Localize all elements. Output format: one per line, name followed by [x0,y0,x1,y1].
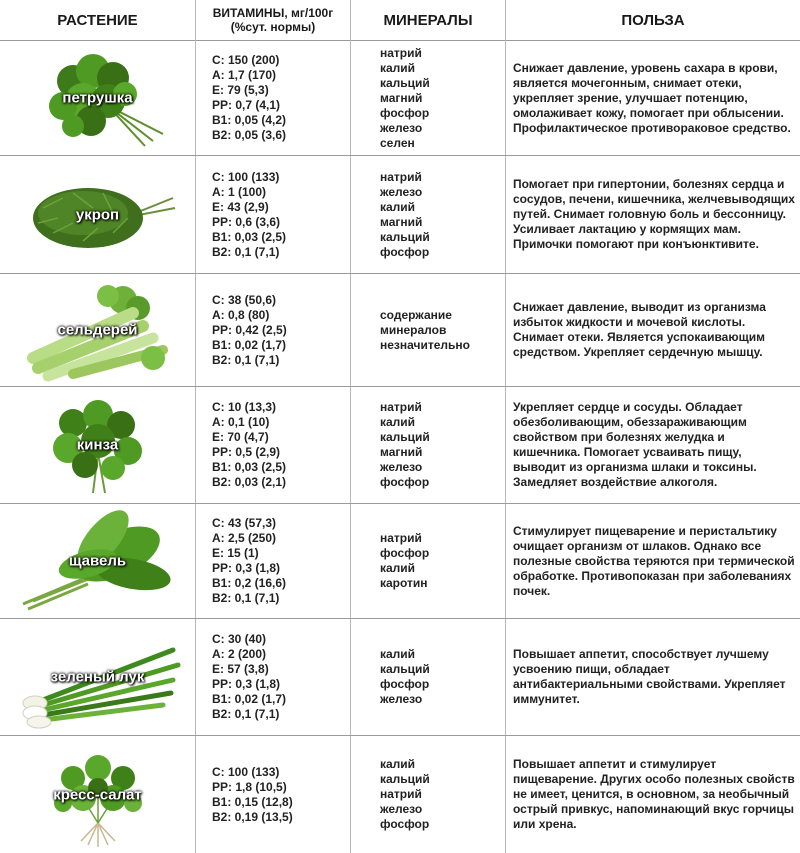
mineral-item: калий [380,757,416,771]
vitamins-list [212,170,286,260]
mineral-item: фосфор [380,546,430,560]
plant-name: укроп [75,206,120,223]
vitamin-item: E: 79 (5,3) [212,83,269,97]
vitamin-item: B1: 0,02 (1,7) [212,337,287,352]
benefit-text: Снижает давление, выводит из организма избыток жидкости и мочевой кислоты. Снимает отеки. Является успокаивающим средством. Укрепляет сердечную мышцу. [513,300,766,359]
sorrel-icon [13,509,183,613]
mineral-item: калий [380,647,416,661]
dill-icon [13,163,183,267]
vitamin-item: A: 0,8 (80) [212,307,270,322]
mineral-item: натрий [380,787,422,801]
mineral-item: натрий [380,169,422,184]
vitamin-item: A: 1,7 (170) [212,68,277,82]
minerals-list [380,46,430,151]
mineral-item: минералов [380,322,447,337]
table-row [0,41,800,156]
coriander-icon [13,393,183,497]
plant-name: сельдерей [57,321,138,339]
vitamin-item: PP: 0,5 (2,9) [212,445,281,459]
vitamin-item: PP: 0,6 (3,6) [212,214,281,229]
vitamin-item: C: 30 (40) [212,632,267,646]
vitamins-list [212,53,286,143]
mineral-item: железо [380,120,423,135]
vitamin-item: E: 70 (4,7) [212,430,269,444]
mineral-item: железо [380,184,423,199]
vitamin-item: B2: 0,1 (7,1) [212,591,280,605]
vitamin-item: B1: 0,05 (4,2) [212,113,287,127]
mineral-item: калий [380,60,416,75]
vitamin-item: A: 1 (100) [212,184,267,199]
mineral-item: фосфор [380,677,430,691]
plant-name: кресс-салат [53,786,142,803]
vitamin-item: B1: 0,15 (12,8) [212,794,293,809]
vitamin-item: B1: 0,02 (1,7) [212,692,287,706]
mineral-item: кальций [380,430,430,444]
vitamin-item: B2: 0,1 (7,1) [212,352,280,367]
mineral-item: калий [380,415,416,429]
vitamin-item: PP: 1,8 (10,5) [212,779,287,794]
plant-name: зеленый лук [50,668,145,686]
benefit-text: Стимулирует пищеварение и перистальтику очищает организм от шлаков. Однако все полезные свойства теряются при термической обработке. Противопоказан при заболеваниях почек. [513,523,795,598]
benefit-text: Повышает аппетит, способствует лучшему усвоению пищи, обладает антибактериальными свойствами. Укрепляет иммунитет. [513,647,786,706]
mineral-item: железо [380,802,423,816]
celery-icon [13,278,183,382]
header-vitamins [196,0,350,40]
vitamin-item: B2: 0,1 (7,1) [212,707,280,721]
mineral-item: кальций [380,662,430,676]
minerals-list [380,170,430,260]
vitamins-list [212,293,287,368]
vitamin-item: B2: 0,03 (2,1) [212,475,287,489]
vitamin-item: PP: 0,3 (1,8) [212,677,281,691]
vitamin-item: C: 100 (133) [212,764,280,779]
header-minerals: МИНЕРАЛЫ [383,11,473,29]
mineral-item: кальций [380,772,430,786]
vitamin-item: B1: 0,2 (16,6) [212,576,287,590]
vitamin-item: B1: 0,03 (2,5) [212,229,287,244]
header-vitamins-line2: (%сут. нормы) [230,20,316,34]
vitamins-list [212,516,286,606]
vitamin-item: B2: 0,1 (7,1) [212,244,280,259]
mineral-item: магний [380,90,423,105]
mineral-item: фосфор [380,244,430,259]
minerals-list [380,531,429,591]
table-row [0,619,800,736]
vitamin-item: E: 57 (3,8) [212,662,269,676]
vitamin-item: PP: 0,3 (1,8) [212,561,281,575]
vitamin-item: PP: 0,7 (4,1) [212,98,281,112]
vitamins-list [212,765,293,825]
benefit-text: Повышает аппетит и стимулирует пищеварение. Других особо полезных свойств не имеет, ценится, в основном, за необычный острый привкус, напоминающий вкус горчицы или хрена. [513,757,795,831]
vitamin-item: A: 0,1 (10) [212,415,270,429]
benefit-text: Укрепляет сердце и сосуды. Обладает обезболивающим, обеззараживающим свойством при болезнях желудка и кишечника. Помогает усваивать пищу, выводит из организма шлаки и токсины. Замедляет воздействие алкоголя. [513,400,757,489]
minerals-list [380,647,430,707]
minerals-list [380,308,470,353]
mineral-item: железо [380,692,423,706]
mineral-item: кальций [380,229,430,244]
mineral-item: магний [380,445,423,459]
benefit-text: Помогает при гипертонии, болезнях сердца и сосудов, печени, кишечника, желчевыводящих путей. Снимает головную боль и бессонницу. Усиливает лактацию у кормящих мам. Примочки помогают при конъюнктивите. [513,177,795,251]
table-row [0,156,800,274]
mineral-item: кальций [380,75,430,90]
vitamin-item: C: 10 (13,3) [212,400,277,414]
mineral-item: фосфор [380,105,430,120]
mineral-item: железо [380,460,423,474]
mineral-item: селен [380,135,415,150]
mineral-item: содержание [380,307,452,322]
mineral-item: натрий [380,531,422,545]
mineral-item: калий [380,199,416,214]
mineral-item: фосфор [380,817,430,831]
parsley-icon [13,46,183,150]
vitamin-item: C: 43 (57,3) [212,516,277,530]
vitamin-item: B2: 0,05 (3,6) [212,128,287,142]
mineral-item: натрий [380,45,422,60]
vitamin-item: E: 15 (1) [212,546,259,560]
green-onion-icon [13,625,183,729]
table-row [0,504,800,619]
plant-name: кинза [76,436,119,454]
header-plant: РАСТЕНИЕ [57,11,138,29]
vitamin-item: B2: 0,19 (13,5) [212,809,293,824]
vitamin-item: C: 100 (133) [212,169,280,184]
mineral-item: незначительно [380,337,470,352]
table-header [0,0,800,41]
minerals-list [380,757,430,832]
vitamins-list [212,400,286,490]
minerals-list [380,400,430,490]
plant-name: петрушка [62,89,133,107]
plant-name: щавель [68,552,127,570]
mineral-item: магний [380,214,423,229]
watercress-icon [13,743,183,847]
vitamin-item: E: 43 (2,9) [212,199,269,214]
header-vitamins-line1: ВИТАМИНЫ, мг/100г [212,6,334,20]
benefit-text: Снижает давление, уровень сахара в крови, является мочегонным, снимает отеки, укрепляет зрение, улучшает потенцию, омолаживает кожу, помогает при облысении. Профилактическое противораковое средство. [513,60,791,135]
vitamin-item: A: 2,5 (250) [212,531,277,545]
table-row [0,736,800,853]
vitamin-item: PP: 0,42 (2,5) [212,322,287,337]
vitamin-item: B1: 0,03 (2,5) [212,460,287,474]
table-row [0,274,800,387]
vitamin-item: C: 150 (200) [212,53,280,67]
table-row [0,387,800,504]
vitamins-list [212,632,286,722]
header-benefit: ПОЛЬЗА [621,11,685,29]
vitamin-item: A: 2 (200) [212,647,267,661]
mineral-item: фосфор [380,475,430,489]
vitamin-item: C: 38 (50,6) [212,292,277,307]
mineral-item: натрий [380,400,422,414]
mineral-item: каротин [380,576,428,590]
mineral-item: калий [380,561,416,575]
